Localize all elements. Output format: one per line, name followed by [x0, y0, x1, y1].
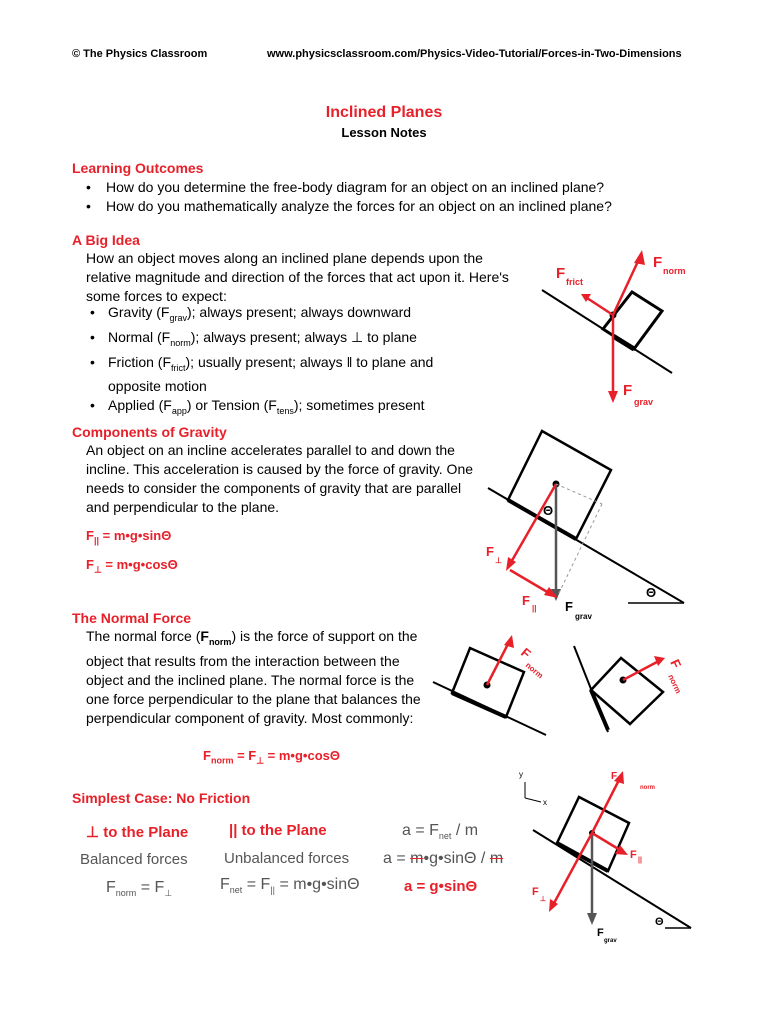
svg-text:||: ||	[532, 604, 537, 613]
newton-second-law: $a = F_{net} / m$	[402, 822, 479, 842]
perp-plane-heading: ⊥ to the Plane	[86, 824, 189, 841]
svg-text:y: y	[519, 770, 523, 779]
header-url: www.physicsclassroom.com/Physics-Video-Tutorial/Forces-in-Two-Dimensions	[267, 48, 682, 60]
svg-text:norm: norm	[666, 673, 683, 695]
fpar-arrow	[592, 833, 620, 850]
learning-outcomes-list	[86, 178, 706, 216]
svg-text:norm: norm	[523, 660, 545, 681]
ffrict-arrow	[587, 298, 613, 315]
svg-text:frict: frict	[566, 277, 584, 287]
label-f-norm: F	[611, 771, 618, 782]
svg-text:grav: grav	[604, 938, 617, 944]
svg-text:grav: grav	[634, 397, 654, 407]
parallel-plane-heading: || to the Plane	[229, 822, 327, 839]
label-f-grav: F	[623, 382, 633, 399]
simplest-case-heading: Simplest Case: No Friction	[72, 790, 251, 806]
incline-angle-label: Θ	[646, 585, 657, 600]
gravity-components-diagram	[478, 425, 693, 625]
header-left: © The Physics Classroom	[72, 48, 208, 60]
frictionless-fbd-diagram	[515, 765, 700, 945]
list-item: • How do you mathematically analyze the forces for an object on an inclined plane?	[86, 198, 612, 214]
components-text: An object on an incline accelerates parallel to and down the incline. This acceleration is caused by the force of gravity. One needs to consider the components of gravity that are parallel and perpendicular to the plane.	[86, 442, 474, 515]
label-f-grav: F	[597, 927, 604, 939]
acceleration-substitution: a = m•g•sinΘ / m	[383, 850, 504, 867]
force-list	[90, 303, 490, 421]
list-item: • Friction $(F_{frict})$; usually present; always ‖ to plane and opposite motion	[90, 353, 434, 395]
normal-force-equation: $F_{norm} = F_\perp$ = m•g•cosΘ	[203, 748, 340, 766]
label-f-par: F	[630, 849, 637, 861]
page-subtitle: Lesson Notes	[341, 125, 427, 140]
label-f-frict: F	[556, 265, 566, 282]
normal-force-diagram-left	[428, 630, 563, 740]
label-f-norm: F	[653, 254, 663, 271]
fnorm-arrow	[613, 257, 640, 315]
label-f-norm: F	[667, 656, 685, 671]
unbalanced-forces-text: Unbalanced forces	[224, 850, 350, 867]
angle-label-theta: Θ	[543, 503, 554, 518]
svg-text:||: ||	[638, 857, 642, 864]
incline-angle-label: Θ	[655, 916, 664, 928]
label-f-par: F	[522, 593, 530, 608]
svg-text:⊥: ⊥	[540, 896, 547, 903]
x-axis	[525, 798, 541, 802]
label-f-perp: F	[486, 544, 494, 559]
svg-text:x: x	[543, 798, 547, 807]
label-f-norm: F	[518, 644, 534, 662]
list-item: • How do you determine the free-body diagram for an object on an inclined plane?	[86, 179, 605, 195]
contact-surface	[613, 336, 634, 349]
normal-force-text: The normal force $(F_{norm})$ is the force of support on the object that results from the interaction between the object and the inclined plane. The normal force is the one force perpendicular to the plane that balances the perpendicular component of gravity. Most commonly:	[86, 628, 421, 726]
page-title: Inclined Planes	[325, 104, 443, 121]
normal-force-diagram-right	[568, 640, 698, 740]
balanced-equation: $F_{norm} = F_\perp$	[106, 879, 173, 899]
equation-f-parallel: $F_{||}$ = m•g•sinΘ	[86, 528, 172, 546]
acceleration-result: a = g•sinΘ	[404, 878, 478, 895]
fbd-incline-diagram	[530, 245, 700, 410]
label-f-grav: F	[565, 599, 573, 614]
components-heading: Components of Gravity	[72, 424, 227, 440]
normal-force-heading: The Normal Force	[72, 610, 192, 626]
list-item: • Normal $(F_{norm})$; always present; always ⊥ to plane	[90, 328, 417, 348]
svg-text:⊥: ⊥	[495, 556, 502, 565]
learning-outcomes-heading: Learning Outcomes	[72, 160, 204, 176]
list-item: • Applied $(F_{app})$ or Tension $(F_{tens})$; sometimes present	[90, 397, 425, 417]
block	[508, 431, 611, 539]
label-f-perp: F	[532, 886, 539, 898]
list-item: • Gravity $(F_{grav})$; always present; always downward	[90, 304, 412, 323]
fpar-arrow	[510, 570, 549, 593]
big-idea-intro: How an object moves along an inclined plane depends upon the relative magnitude and direction of the forces that act upon it. Here's some forces to expect:	[86, 250, 509, 304]
unbalanced-equation: $F_{net} = F_{||}$ = m•g•sinΘ	[220, 876, 360, 896]
svg-text:grav: grav	[575, 612, 592, 621]
svg-text:norm: norm	[640, 785, 655, 791]
svg-text:norm: norm	[663, 266, 686, 276]
equation-f-perp: $F_\perp$ = m•g•cosΘ	[86, 557, 178, 575]
balanced-forces-text: Balanced forces	[80, 851, 188, 868]
big-idea-heading: A Big Idea	[72, 232, 140, 248]
